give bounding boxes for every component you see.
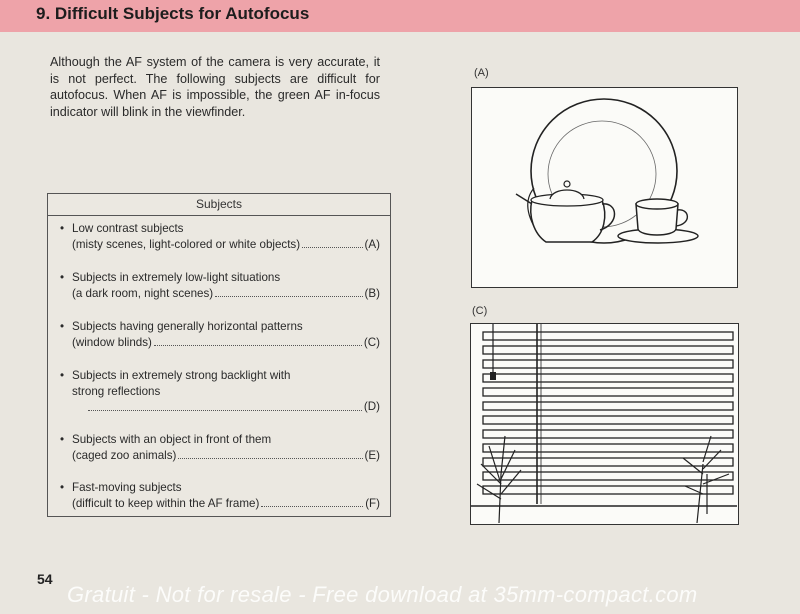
item-title: Subjects in extremely strong backlight with xyxy=(72,369,291,382)
dot-leader xyxy=(215,296,362,297)
dot-leader xyxy=(154,345,362,346)
item-ref: (B) xyxy=(364,286,380,300)
dot-leader xyxy=(178,458,362,459)
dot-leader xyxy=(88,410,362,411)
item-ref: (D) xyxy=(363,400,380,413)
bullet: • xyxy=(60,481,65,494)
figure-c-illustration xyxy=(470,323,739,525)
subjects-heading: Subjects xyxy=(48,194,390,216)
item-detail: (misty scenes, light-colored or white objects) xyxy=(72,237,301,251)
item-detail: strong reflections xyxy=(72,384,161,398)
dot-leader xyxy=(261,506,363,507)
subjects-table xyxy=(47,193,391,517)
list-item xyxy=(60,368,380,415)
item-ref: (A) xyxy=(364,237,380,251)
item-title: Subjects in extremely low-light situations xyxy=(72,271,281,284)
bullet: • xyxy=(60,433,65,446)
item-title: Fast-moving subjects xyxy=(72,481,182,494)
figure-a-illustration xyxy=(471,87,738,288)
item-detail: (a dark room, night scenes) xyxy=(72,286,214,300)
teapot-cup-plate-drawing xyxy=(472,88,736,286)
page-title: 9. Difficult Subjects for Autofocus xyxy=(36,4,310,23)
list-item xyxy=(60,221,380,252)
item-title: Low contrast subjects xyxy=(72,222,184,235)
page-number: 54 xyxy=(37,571,53,587)
bullet: • xyxy=(60,320,65,333)
bullet: • xyxy=(60,369,65,382)
dot-leader xyxy=(302,247,362,248)
figure-c-label: (C) xyxy=(472,305,488,317)
bullet: • xyxy=(60,271,65,284)
intro-paragraph: Although the AF system of the camera is very accurate, it is not perfect. The following subjects are difficult for autofocus. When AF is impossible, the green AF in-focus indicator will blink in the viewfinder. xyxy=(50,55,380,119)
list-item xyxy=(60,270,380,301)
window-blinds-drawing xyxy=(471,324,737,523)
list-item xyxy=(60,432,380,463)
list-item xyxy=(60,480,380,511)
item-detail: (difficult to keep within the AF frame) xyxy=(72,496,260,510)
figure-a-label: (A) xyxy=(474,67,489,79)
bullet: • xyxy=(60,222,65,235)
item-ref: (F) xyxy=(365,496,380,510)
item-ref: (E) xyxy=(364,448,380,462)
item-detail: (caged zoo animals) xyxy=(72,448,177,462)
item-ref: (C) xyxy=(363,335,380,349)
watermark: Gratuit - Not for resale - Free download at 35mm-compact.com xyxy=(67,582,698,607)
item-title: Subjects with an object in front of them xyxy=(72,433,272,446)
list-item xyxy=(60,319,380,350)
item-title: Subjects having generally horizontal patterns xyxy=(72,320,303,333)
item-detail: (window blinds) xyxy=(72,335,152,349)
